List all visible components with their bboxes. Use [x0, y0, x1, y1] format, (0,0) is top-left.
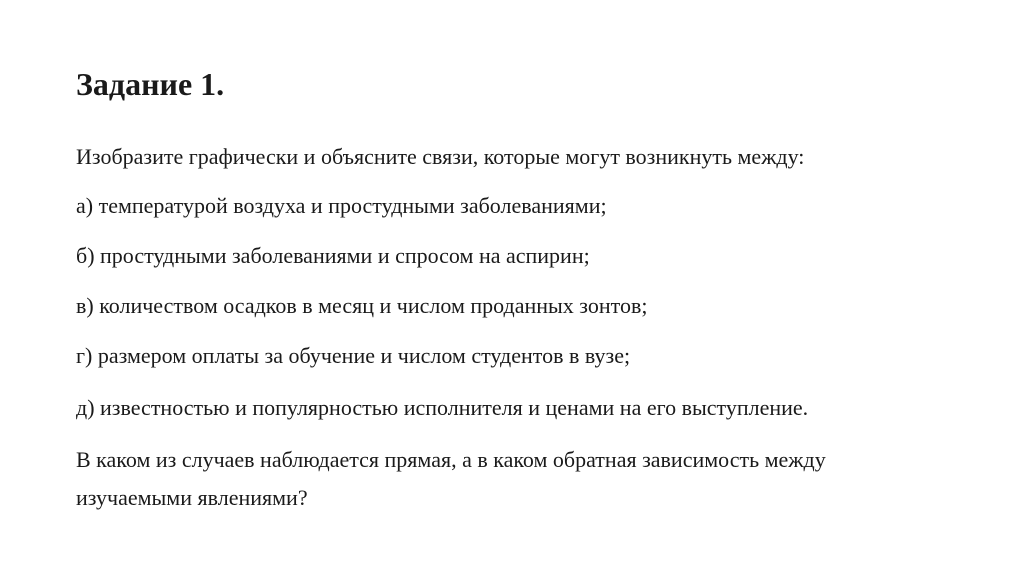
slide-title: Задание 1. — [76, 66, 225, 102]
task-item-g: г) размером оплаты за обучение и числом студентов в вузе; — [76, 343, 631, 368]
task-question-line-2: изучаемыми явлениями? — [76, 485, 308, 510]
task-intro: Изобразите графически и объясните связи, которые могут возникнуть между: — [76, 144, 805, 169]
task-item-b: б) простудными заболеваниями и спросом на аспирин; — [76, 243, 590, 268]
task-question-line-1: В каком из случаев наблюдается прямая, а в каком обратная зависимость между — [76, 447, 826, 472]
task-item-a: а) температурой воздуха и простудными заболеваниями; — [76, 193, 607, 218]
task-item-d: д) известностью и популярностью исполнителя и ценами на его выступление. — [76, 395, 809, 420]
task-item-v: в) количеством осадков в месяц и числом проданных зонтов; — [76, 293, 648, 318]
